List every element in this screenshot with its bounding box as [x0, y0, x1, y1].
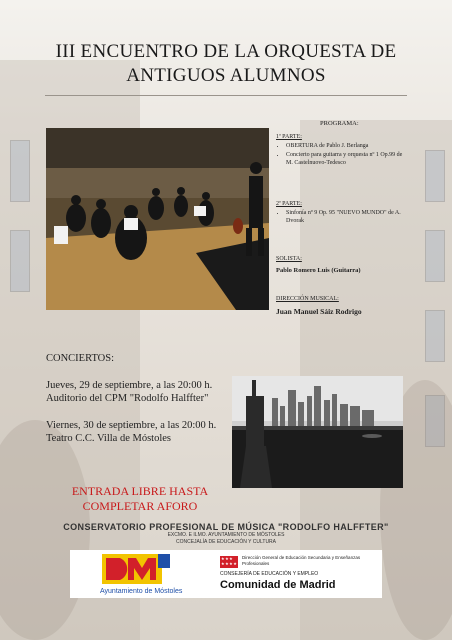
entry-line-1: ENTRADA LIBRE HASTA — [71, 484, 209, 498]
conservatory-line-1: EXCMO. E ILMO. AYUNTAMIENTO DE MÓSTOLES — [167, 532, 285, 538]
program-item: • Concierto para guitarra y orquesta nº 1 Op.99 de M. Castelnuovo-Tedesco — [286, 151, 406, 167]
soloist-label: SOLISTA: — [276, 256, 302, 262]
part2-list — [286, 209, 406, 225]
title-line-1: III ENCUENTRO DE LA ORQUESTA DE — [55, 41, 397, 62]
new-york-photo — [232, 376, 403, 488]
cam-name: Comunidad de Madrid — [220, 579, 336, 591]
concert-2-date: Viernes, 30 de septiembre, a las 20:00 h. — [46, 420, 217, 431]
program-part2 — [276, 200, 406, 226]
building-window — [425, 310, 445, 362]
director-block — [276, 295, 406, 316]
building-window — [10, 140, 30, 202]
orchestra-photo — [46, 128, 269, 310]
madrid-stars-icon: ★★★ ★★★★ — [221, 556, 238, 566]
concerts-block — [46, 352, 216, 445]
mostoles-logo — [92, 552, 202, 596]
concert-2-venue: Teatro C.C. Villa de Móstoles — [46, 433, 172, 444]
poster-title — [20, 40, 432, 88]
title-divider — [45, 95, 407, 96]
sponsor-logos — [70, 550, 382, 598]
conservatory-line-2: CONCEJALÍA DE EDUCACIÓN Y CULTURA — [175, 539, 277, 545]
cam-consejeria: CONSEJERÍA DE EDUCACIÓN Y EMPLEO — [220, 571, 319, 577]
building-window — [10, 230, 30, 292]
title-line-2: ANTIGUOS ALUMNOS — [126, 65, 326, 86]
building-window — [425, 230, 445, 282]
entry-line-2: COMPLETAR AFORO — [82, 499, 198, 513]
soloist-name: Pablo Romero Luis (Guitarra) — [276, 267, 361, 274]
concert-1-venue: Auditorio del CPM "Rodolfo Halffter" — [46, 393, 209, 404]
director-label: DIRECCIÓN MUSICAL: — [276, 296, 339, 302]
concert-1-date: Jueves, 29 de septiembre, a las 20:00 h. — [46, 380, 213, 391]
program-item: • Sinfonía nº 9 Op. 95 "NUEVO MUNDO" de A. Dvorak — [286, 209, 406, 225]
conservatory-name: CONSERVATORIO PROFESIONAL DE MÚSICA "RODOLFO HALFFTER" — [63, 522, 389, 532]
conservatory-block — [40, 522, 412, 546]
program-item: • OBERTURA de Pablo J. Berlanga — [286, 142, 406, 150]
director-name: Juan Manuel Sáiz Rodrigo — [276, 307, 362, 316]
program-part1 — [276, 133, 406, 168]
mostoles-text: Ayuntamiento de Móstoles — [100, 588, 183, 595]
program-heading: PROGRAMA: — [320, 120, 359, 127]
part2-label: 2ª PARTE: — [276, 201, 302, 207]
part1-label: 1ª PARTE: — [276, 134, 302, 140]
concerts-heading: CONCIERTOS: — [46, 353, 115, 364]
cam-direction: Dirección General de Educación Secundaria y Enseñanzas Profesionales — [242, 555, 361, 566]
part1-list — [286, 142, 406, 167]
soloist-block — [276, 255, 406, 275]
building-window — [425, 150, 445, 202]
free-entry-notice — [40, 484, 240, 514]
